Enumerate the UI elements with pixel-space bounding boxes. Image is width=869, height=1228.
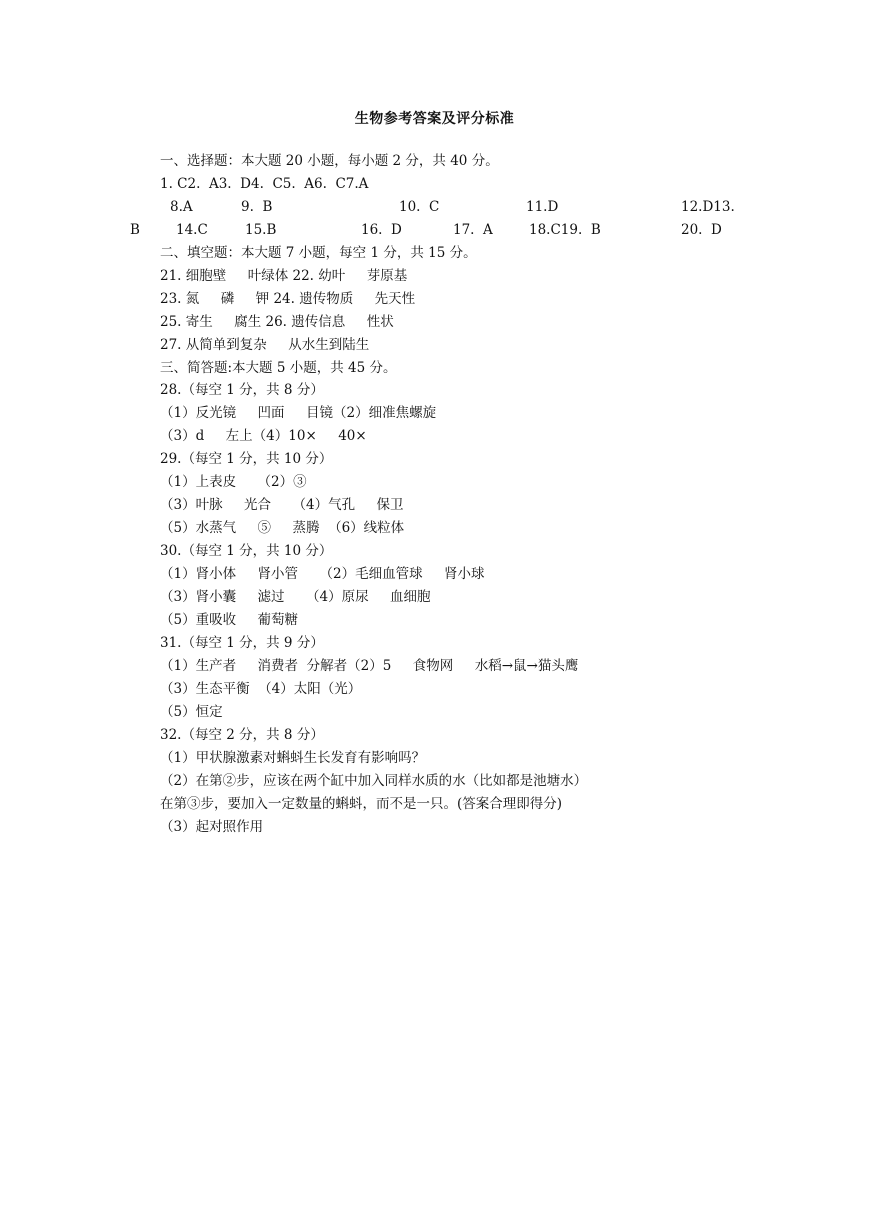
mc-answer: 17. A bbox=[453, 222, 493, 238]
question-29-score: 29.（每空 1 分，共 10 分） bbox=[160, 451, 333, 467]
answer-line: （1）生产者 消费者 分解者（2）5 食物网 水稻→鼠→猫头鹰 bbox=[160, 658, 579, 674]
question-31-score: 31.（每空 1 分，共 9 分） bbox=[160, 635, 324, 651]
mc-answer: 10. C bbox=[399, 199, 440, 215]
section3-heading: 三、简答题:本大题 5 小题，共 45 分。 bbox=[160, 360, 397, 376]
mc-answer: 18.C19. B bbox=[529, 222, 601, 238]
mc-answer: 8.A bbox=[170, 199, 193, 215]
mc-answer: 16. D bbox=[361, 222, 402, 238]
answer-line: （3）d 左上（4）10× 40× bbox=[160, 428, 367, 444]
fill-answer-line: 25. 寄生 腐生 26. 遗传信息 性状 bbox=[160, 314, 394, 330]
answer-line: （3）起对照作用 bbox=[160, 819, 264, 835]
question-28-score: 28.（每空 1 分，共 8 分） bbox=[160, 382, 324, 398]
answer-line: （3）生态平衡 （4）太阳（光） bbox=[160, 681, 362, 697]
question-32-score: 32.（每空 2 分，共 8 分） bbox=[160, 727, 324, 743]
mc-answer: B bbox=[130, 222, 140, 238]
answer-line: （5）恒定 bbox=[160, 704, 223, 720]
answer-line: （1）甲状腺激素对蝌蚪生长发育有影响吗？ bbox=[160, 750, 426, 766]
mc-answers-row-1: 1. C2. A3. D4. C5. A6. C7.A bbox=[160, 176, 369, 192]
answer-line: （1）反光镜 凹面 目镜（2）细准焦螺旋 bbox=[160, 405, 437, 421]
section1-heading: 一、选择题：本大题 20 小题，每小题 2 分，共 40 分。 bbox=[160, 153, 499, 169]
answer-line: 在第③步，要加入一定数量的蝌蚪，而不是一只。(答案合理即得分) bbox=[160, 796, 563, 812]
answer-line: （1）肾小体 肾小管 （2）毛细血管球 肾小球 bbox=[160, 566, 485, 582]
mc-answer: 9. B bbox=[241, 199, 273, 215]
section2-heading: 二、填空题：本大题 7 小题，每空 1 分，共 15 分。 bbox=[160, 245, 477, 261]
mc-answer: 12.D13. bbox=[681, 199, 735, 215]
fill-answer-line: 21. 细胞壁 叶绿体 22. 幼叶 芽原基 bbox=[160, 268, 408, 284]
fill-answer-line: 23. 氮 磷 钾 24. 遗传物质 先天性 bbox=[160, 291, 416, 307]
mc-answer: 11.D bbox=[526, 199, 559, 215]
mc-answer: 14.C bbox=[176, 222, 208, 238]
answer-line: （2）在第②步，应该在两个缸中加入同样水质的水（比如都是池塘水） bbox=[160, 773, 588, 789]
answer-line: （3）叶脉 光合 （4）气孔 保卫 bbox=[160, 497, 404, 513]
question-30-score: 30.（每空 1 分，共 10 分） bbox=[160, 543, 333, 559]
mc-answer: 15.B bbox=[245, 222, 277, 238]
answer-line: （5）重吸收 葡萄糖 bbox=[160, 612, 299, 628]
mc-answer: 20. D bbox=[681, 222, 722, 238]
answer-line: （3）肾小囊 滤过 （4）原尿 血细胞 bbox=[160, 589, 431, 605]
answer-line: （1）上表皮 （2）③ bbox=[160, 474, 307, 490]
fill-answer-line: 27. 从简单到复杂 从水生到陆生 bbox=[160, 337, 370, 353]
answer-line: （5）水蒸气 ⑤ 蒸腾 （6）线粒体 bbox=[160, 520, 405, 536]
page-title: 生物参考答案及评分标准 bbox=[354, 111, 515, 127]
